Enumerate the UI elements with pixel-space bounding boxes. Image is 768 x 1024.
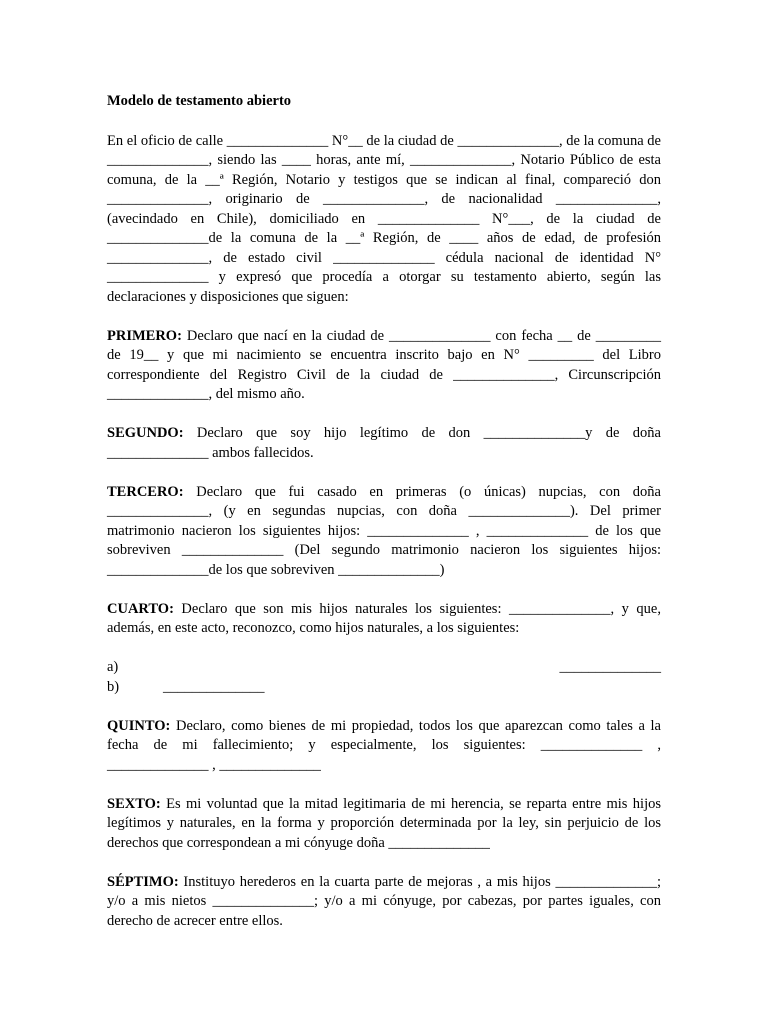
- list-blank: ______________: [163, 678, 265, 695]
- clause-label: CUARTO:: [107, 600, 174, 617]
- cuarto-list: [107, 658, 661, 697]
- list-item: [107, 678, 661, 698]
- list-marker: a): [107, 659, 119, 675]
- clause-text: Instituyo herederos en la cuarta parte de mejoras , a mis hijos ______________; y/o a mis nietos ______________; y/o a mi cónyuge, por cabezas, por partes iguales, con derecho de acrecer entre ellos.: [107, 873, 661, 929]
- clause-label: SÉPTIMO:: [107, 873, 179, 890]
- clause-text: Declaro que son mis hijos naturales los siguientes: ______________, y que, además, en este acto, reconozco, como hijos naturales, a los siguientes:: [107, 600, 661, 636]
- clause-label: QUINTO:: [107, 717, 171, 734]
- clause-label: SEXTO:: [107, 795, 161, 812]
- clause-tercero: [107, 483, 661, 581]
- clause-sexto: [107, 795, 661, 854]
- clause-label: PRIMERO:: [107, 327, 182, 344]
- clause-text: Declaro que fui casado en primeras (o únicas) nupcias, con doña ______________, (y en segundas nupcias, con doña ______________). Del primer matrimonio nacieron los siguientes hijos: ______________ , ______________ de los que sobreviven ______________ (Del segundo matrimonio nacieron los siguientes hijos: ______________de los que sobreviven ______________): [107, 483, 661, 578]
- clause-quinto: [107, 717, 661, 776]
- list-blank: ______________: [559, 659, 661, 675]
- document-title: Modelo de testamento abierto: [107, 93, 292, 109]
- clause-text: Declaro que soy hijo legítimo de don ______________y de doña ______________ ambos fallecidos.: [107, 425, 661, 461]
- clause-septimo: [107, 873, 661, 932]
- clause-label: TERCERO:: [107, 483, 184, 500]
- clause-label: SEGUNDO:: [107, 425, 184, 441]
- list-marker: b): [107, 678, 120, 695]
- clause-text: Declaro que nací en la ciudad de ______________ con fecha __ de _________ de 19__ y que mi nacimiento se encuentra inscrito bajo en N° _________ del Libro correspondiente del Registro Civil de la ciudad de ______________, Circunscripción ______________, del mismo año.: [107, 327, 661, 402]
- clause-text: Declaro, como bienes de mi propiedad, todos los que aparezcan como tales a la fecha de mi fallecimiento; y especialmente, los siguientes: ______________ , ______________ , ______________: [107, 717, 661, 773]
- clause-cuarto: [107, 600, 661, 639]
- list-item: [107, 658, 661, 678]
- intro-paragraph: En el oficio de calle ______________ N°__ de la ciudad de ______________, de la comuna de ______________, siendo las ____ horas, ante mí, ______________, Notario Público de esta comuna, de la __ª Región, Notario y testigos que se indican al final, compareció don ______________, originario de ______________, de nacionalidad ______________, (avecindado en Chile), domiciliado en ______________ N°___, de la ciudad de ______________de la comuna de la __ª Región, de ____ años de edad, de profesión ______________, de estado civil ______________ cédula nacional de identidad N° ______________ y expresó que procedía a otorgar su testamento abierto, según las declaraciones y disposiciones que siguen:: [107, 132, 661, 305]
- clause-primero: [107, 327, 661, 405]
- clause-text: Es mi voluntad que la mitad legitimaria de mi herencia, se reparta entre mis hijos legítimos y naturales, en la forma y proporción determinada por la ley, sin perjuicio de los derechos que correspondean a mi cónyuge doña ______________: [107, 795, 661, 851]
- document-body: [107, 92, 661, 951]
- clause-segundo: [107, 424, 661, 463]
